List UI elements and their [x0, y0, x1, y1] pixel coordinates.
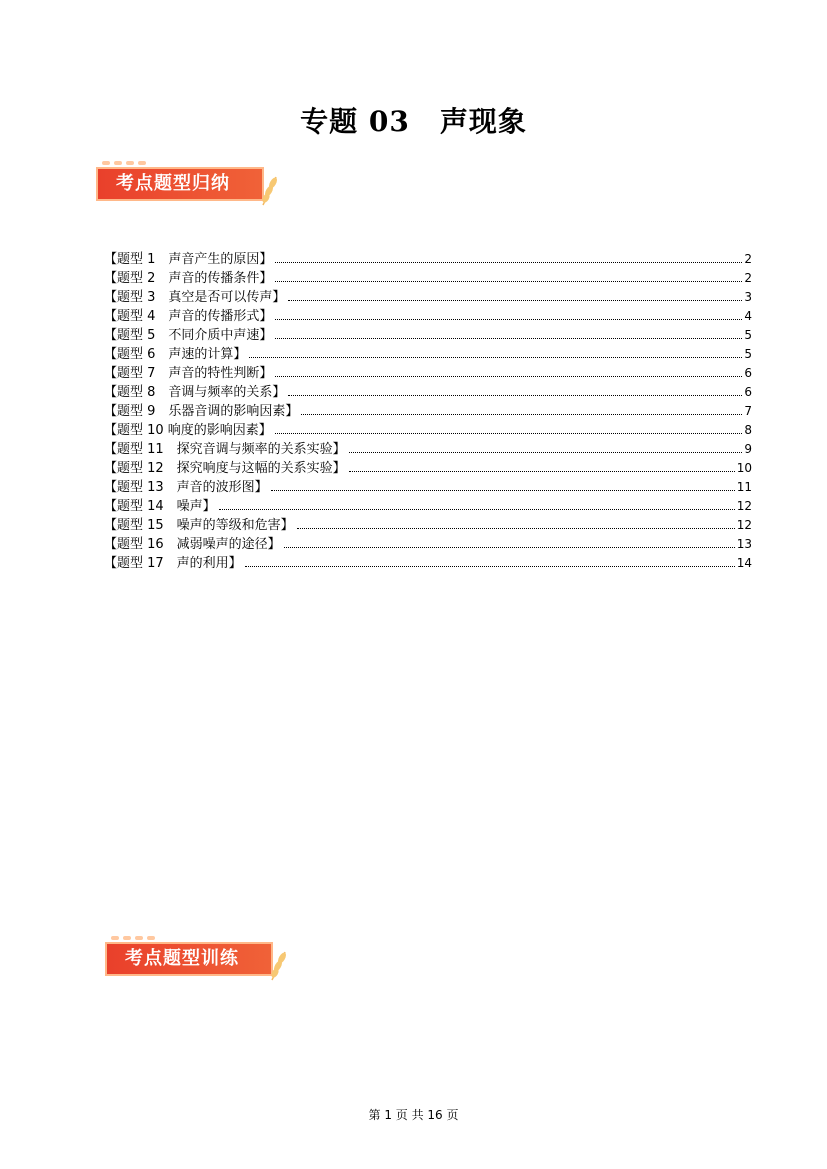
toc-entry-text: 【题型 5 不同介质中声速】 [104, 328, 273, 343]
toc-leader-dots [284, 546, 735, 548]
banner-label: 考点题型训练 [105, 942, 273, 976]
toc-entry-text: 【题型 11 探究音调与频率的关系实验】 [104, 442, 346, 457]
toc-entry-text: 【题型 10 响度的影响因素】 [104, 423, 272, 438]
toc-leader-dots [288, 299, 742, 301]
toc-entry-text: 【题型 16 减弱噪声的途径】 [104, 537, 281, 552]
toc-leader-dots [275, 432, 743, 434]
toc-leader-dots [275, 318, 742, 320]
toc-leader-dots [288, 394, 742, 396]
toc-entry[interactable] [104, 516, 752, 535]
toc-entry[interactable] [104, 383, 752, 402]
table-of-contents [104, 250, 752, 573]
toc-entry-text: 【题型 14 噪声】 [104, 499, 216, 514]
wheat-leaf-icon [269, 948, 289, 982]
toc-page-number: 12 [736, 518, 752, 532]
toc-leader-dots [219, 508, 735, 510]
toc-page-number: 13 [736, 537, 752, 551]
toc-entry[interactable] [104, 535, 752, 554]
toc-page-number: 10 [736, 461, 752, 475]
toc-page-number: 2 [744, 271, 752, 285]
toc-entry-text: 【题型 7 声音的特性判断】 [104, 366, 273, 381]
toc-entry[interactable] [104, 459, 752, 478]
toc-entry[interactable] [104, 364, 752, 383]
toc-page-number: 14 [736, 556, 752, 570]
toc-page-number: 6 [744, 366, 752, 380]
toc-entry[interactable] [104, 402, 752, 421]
toc-entry-text: 【题型 2 声音的传播条件】 [104, 271, 273, 286]
toc-entry[interactable] [104, 554, 752, 573]
toc-leader-dots [275, 280, 742, 282]
toc-entry-text: 【题型 13 声音的波形图】 [104, 480, 268, 495]
toc-leader-dots [271, 489, 735, 491]
toc-page-number: 6 [744, 385, 752, 399]
toc-entry[interactable] [104, 307, 752, 326]
toc-leader-dots [349, 451, 743, 453]
toc-page-number: 3 [744, 290, 752, 304]
toc-entry[interactable] [104, 440, 752, 459]
toc-leader-dots [275, 337, 742, 339]
toc-entry[interactable] [104, 269, 752, 288]
toc-page-number: 9 [744, 442, 752, 456]
banner-dots-icon [111, 936, 155, 940]
toc-leader-dots [301, 413, 742, 415]
toc-entry-text: 【题型 6 声速的计算】 [104, 347, 247, 362]
title-name: 声现象 [439, 105, 527, 138]
toc-page-number: 5 [744, 347, 752, 361]
toc-entry[interactable] [104, 478, 752, 497]
toc-leader-dots [275, 375, 742, 377]
toc-leader-dots [349, 470, 735, 472]
toc-entry-text: 【题型 15 噪声的等级和危害】 [104, 518, 294, 533]
wheat-leaf-icon [260, 173, 280, 207]
toc-entry[interactable] [104, 345, 752, 364]
title-number: 专题 03 [300, 105, 410, 138]
toc-entry[interactable] [104, 497, 752, 516]
toc-page-number: 7 [744, 404, 752, 418]
toc-page-number: 2 [744, 252, 752, 266]
toc-leader-dots [275, 261, 742, 263]
toc-page-number: 5 [744, 328, 752, 342]
toc-entry-text: 【题型 3 真空是否可以传声】 [104, 290, 286, 305]
toc-entry-text: 【题型 4 声音的传播形式】 [104, 309, 273, 324]
toc-leader-dots [249, 356, 742, 358]
document-title [0, 100, 827, 140]
toc-entry[interactable] [104, 288, 752, 307]
banner-dots-icon [102, 161, 146, 165]
toc-entry-text: 【题型 9 乐器音调的影响因素】 [104, 404, 299, 419]
toc-page-number: 8 [744, 423, 752, 437]
toc-entry-text: 【题型 17 声的利用】 [104, 556, 242, 571]
toc-page-number: 12 [736, 499, 752, 513]
toc-entry-text: 【题型 1 声音产生的原因】 [104, 252, 273, 267]
toc-entry[interactable] [104, 326, 752, 345]
toc-leader-dots [245, 565, 735, 567]
toc-leader-dots [297, 527, 735, 529]
banner-label: 考点题型归纳 [96, 167, 264, 201]
toc-entry[interactable] [104, 421, 752, 440]
page-footer: 第 1 页 共 16 页 [368, 1108, 459, 1122]
toc-entry-text: 【题型 12 探究响度与这幅的关系实验】 [104, 461, 346, 476]
toc-entry-text: 【题型 8 音调与频率的关系】 [104, 385, 286, 400]
toc-page-number: 4 [744, 309, 752, 323]
toc-page-number: 11 [736, 480, 752, 494]
toc-entry[interactable] [104, 250, 752, 269]
